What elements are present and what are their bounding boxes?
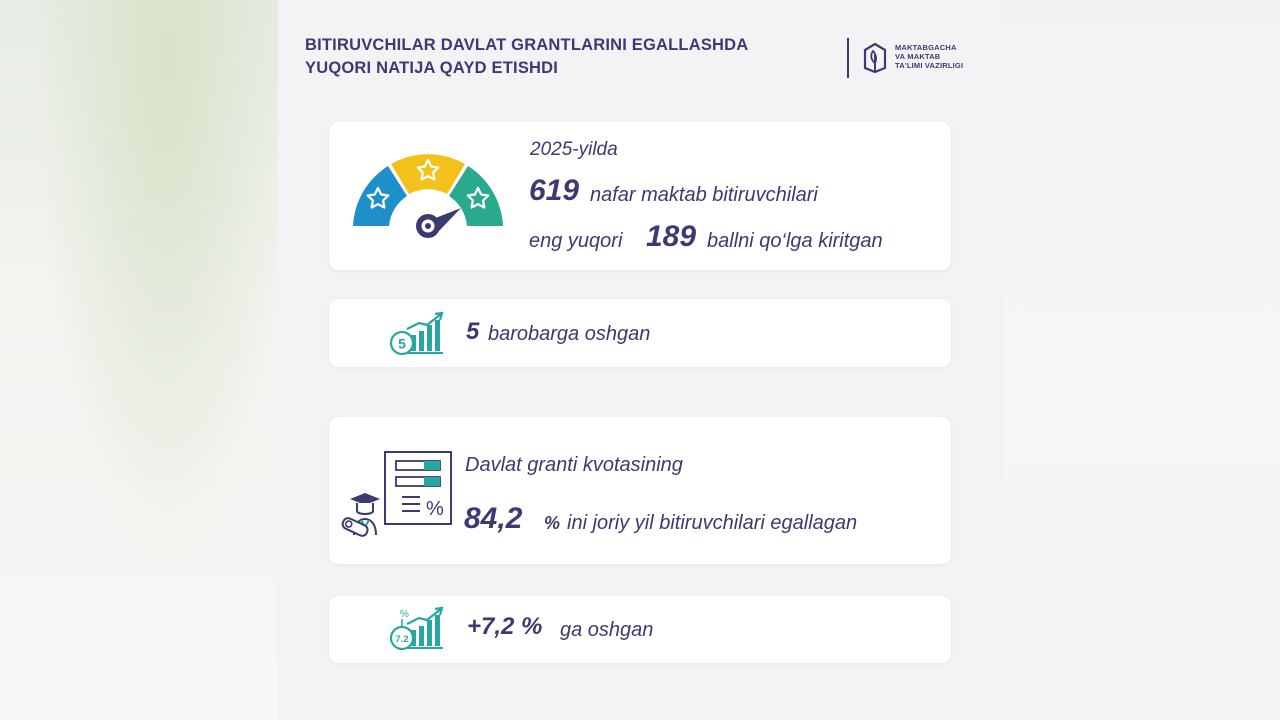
grant-document-graduate-icon — [340, 449, 455, 543]
logo-text-line-3: TA'LIMI VAZIRLIGI — [895, 61, 964, 70]
growth-percent-badge-number: 7.2 — [395, 634, 409, 645]
title-line-2: YUQORI NATIJA QAYD ETISHDI — [305, 59, 559, 77]
grant-quota-label: Davlat granti kvotasining — [465, 454, 683, 476]
growth-multiplier-text: barobarga oshgan — [488, 323, 651, 345]
growth-percent-symbol: % — [400, 609, 409, 620]
grant-quota-percent: % — [544, 513, 561, 533]
book-leaf-icon — [861, 41, 889, 73]
title-line-1: BITIRUVCHILAR DAVLAT GRANTLARINI EGALLASHDA — [305, 36, 749, 54]
grant-quota-text: ini joriy yil bitiruvchilari egallagan — [567, 512, 858, 534]
growth-chart-5-icon — [387, 311, 445, 357]
growth-badge-number: 5 — [398, 335, 406, 352]
grant-quota-value: 84,2 — [464, 502, 523, 535]
growth-percent-value: +7,2 % — [467, 613, 543, 640]
page-title — [305, 34, 845, 80]
top-score-prefix: eng yuqori — [529, 230, 623, 252]
rating-gauge-icon — [349, 150, 507, 242]
year-label: 2025-yilda — [530, 139, 618, 160]
header-divider — [847, 38, 849, 78]
svg-text:%: % — [426, 498, 444, 520]
top-score-value: 189 — [646, 220, 697, 253]
graduates-count: 619 — [529, 174, 580, 207]
background-right — [1003, 0, 1280, 720]
top-score-text: ballni qo‘lga kiritgan — [707, 230, 883, 252]
logo-text-line-2: VA MAKTAB — [895, 52, 941, 61]
ministry-logo-text — [895, 43, 963, 70]
background-left — [0, 0, 278, 720]
growth-multiplier-value: 5 — [466, 318, 480, 345]
logo-text-line-1: MAKTABGACHA — [895, 43, 957, 52]
growth-percent-text: ga oshgan — [560, 619, 654, 641]
growth-chart-percent-icon — [387, 604, 445, 652]
graduates-count-text: nafar maktab bitiruvchilari — [590, 184, 818, 206]
